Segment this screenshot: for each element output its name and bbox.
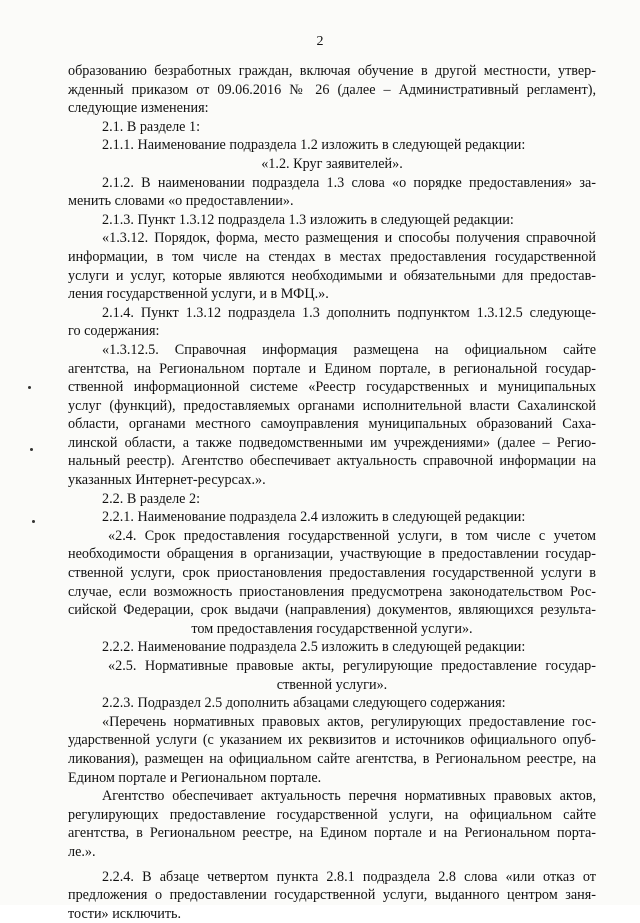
text-line: менить словами «о предоставлении». bbox=[68, 193, 294, 210]
text-line: предложения о предоставлении государственной услуги, выданного центром заня- bbox=[68, 887, 596, 904]
text-line: регулирующих предоставление государственной услуги, на официальном сайте bbox=[68, 806, 596, 823]
scan-speck bbox=[28, 386, 31, 389]
text-line: агентства, на Региональном портале и Едином портале, в региональной государ- bbox=[68, 360, 596, 377]
text-line: 2.1. В разделе 1: bbox=[102, 118, 201, 135]
text-line: линской области, а также подведомственными им учреждениями» (далее – Регио- bbox=[68, 434, 596, 451]
text-line: агентства, в Региональном реестре, на Едином портале и на Региональном порта- bbox=[68, 825, 596, 842]
text-line: го содержания: bbox=[68, 323, 160, 340]
text-line: необходимости обращения в организации, участвующие в предоставлении государ- bbox=[68, 546, 596, 563]
text-line: 2.1.1. Наименование подраздела 1.2 изложить в следующей редакции: bbox=[102, 137, 526, 154]
page-number: 2 bbox=[316, 34, 324, 49]
text-line: области, органами местного самоуправления муниципальных образований Саха- bbox=[68, 416, 596, 433]
text-line: том предоставления государственной услуги». bbox=[191, 620, 473, 637]
text-line: информации, в том числе на стендах в местах предоставления государственной bbox=[68, 248, 596, 265]
text-line: «1.3.12.5. Справочная информация размещена на официальном сайте bbox=[102, 341, 596, 358]
scan-speck bbox=[30, 448, 33, 451]
text-line: «2.4. Срок предоставления государственной услуги, в том числе с учетом bbox=[108, 527, 596, 544]
text-line: образованию безработных граждан, включая обучение в другой местности, утвер- bbox=[68, 63, 596, 79]
text-line: «2.5. Нормативные правовые акты, регулирующие предоставление государ- bbox=[108, 658, 596, 674]
text-line: услуги и услуг, которые являются необходимыми и обязательными для предостав- bbox=[68, 267, 596, 284]
text-line: 2.1.3. Пункт 1.3.12 подраздела 1.3 изложить в следующей редакции: bbox=[102, 211, 514, 228]
text-line: ственной услуги, срок приостановления предоставления государственной услуги в bbox=[68, 565, 596, 582]
text-line: ле.». bbox=[68, 843, 96, 860]
text-line: Едином портале и Региональном портале. bbox=[68, 769, 322, 786]
text-line: нальный реестр). Агентство обеспечивает актуальность справочной информации на bbox=[68, 453, 596, 470]
text-line: 2.2.4. В абзаце четвертом пункта 2.8.1 подраздела 2.8 слова «или отказ от bbox=[102, 868, 596, 885]
text-line: тости» исключить. bbox=[68, 905, 182, 922]
text-line: 2.2.2. Наименование подраздела 2.5 изложить в следующей редакции: bbox=[102, 639, 526, 656]
text-line: Агентство обеспечивает актуальность перечня нормативных правовых актов, bbox=[102, 788, 596, 805]
scan-speck bbox=[32, 520, 35, 523]
text-line: 2.2.1. Наименование подраздела 2.4 изложить в следующей редакции: bbox=[102, 509, 526, 526]
text-line: 2.1.4. Пункт 1.3.12 подраздела 1.3 дополнить подпунктом 1.3.12.5 следующе- bbox=[102, 304, 596, 321]
text-line: ликования), размещен на официальном сайте агентства, в Региональном реестре, на bbox=[68, 750, 596, 767]
text-line: жденный приказом от 09.06.2016 № 26 (далее – Административный регламент), bbox=[68, 81, 596, 98]
text-line: ударственной услуги (с указанием их реквизитов и источников официального опуб- bbox=[68, 732, 596, 749]
text-line: услуг (функций), предоставляемых органами исполнительной власти Сахалинской bbox=[68, 397, 596, 414]
text-line: ственной информационной системе «Реестр государственных и муниципальных bbox=[68, 379, 596, 396]
text-line: «1.2. Круг заявителей». bbox=[261, 155, 403, 172]
text-line: ственной услуги». bbox=[276, 676, 388, 693]
text-line: следующие изменения: bbox=[68, 100, 209, 117]
text-line: 2.2. В разделе 2: bbox=[102, 490, 201, 507]
document-body bbox=[68, 62, 596, 923]
text-line: «Перечень нормативных правовых актов, регулирующих предоставление гос- bbox=[102, 713, 596, 730]
text-line: 2.1.2. В наименовании подраздела 1.3 слова «о порядке предоставления» за- bbox=[102, 174, 596, 191]
text-line: сийской Федерации, срок выдачи (направления) документов, являющихся результа- bbox=[68, 602, 596, 619]
text-line: 2.2.3. Подраздел 2.5 дополнить абзацами следующего содержания: bbox=[102, 695, 506, 712]
text-line: ления государственной услуги, и в МФЦ.». bbox=[68, 286, 329, 303]
text-line: «1.3.12. Порядок, форма, место размещения и способы получения справочной bbox=[102, 230, 596, 247]
text-line: указанных Интернет-ресурсах.». bbox=[68, 472, 266, 489]
text-line: случае, если возможность приостановления предусмотрена законодательством Рос- bbox=[68, 583, 596, 600]
